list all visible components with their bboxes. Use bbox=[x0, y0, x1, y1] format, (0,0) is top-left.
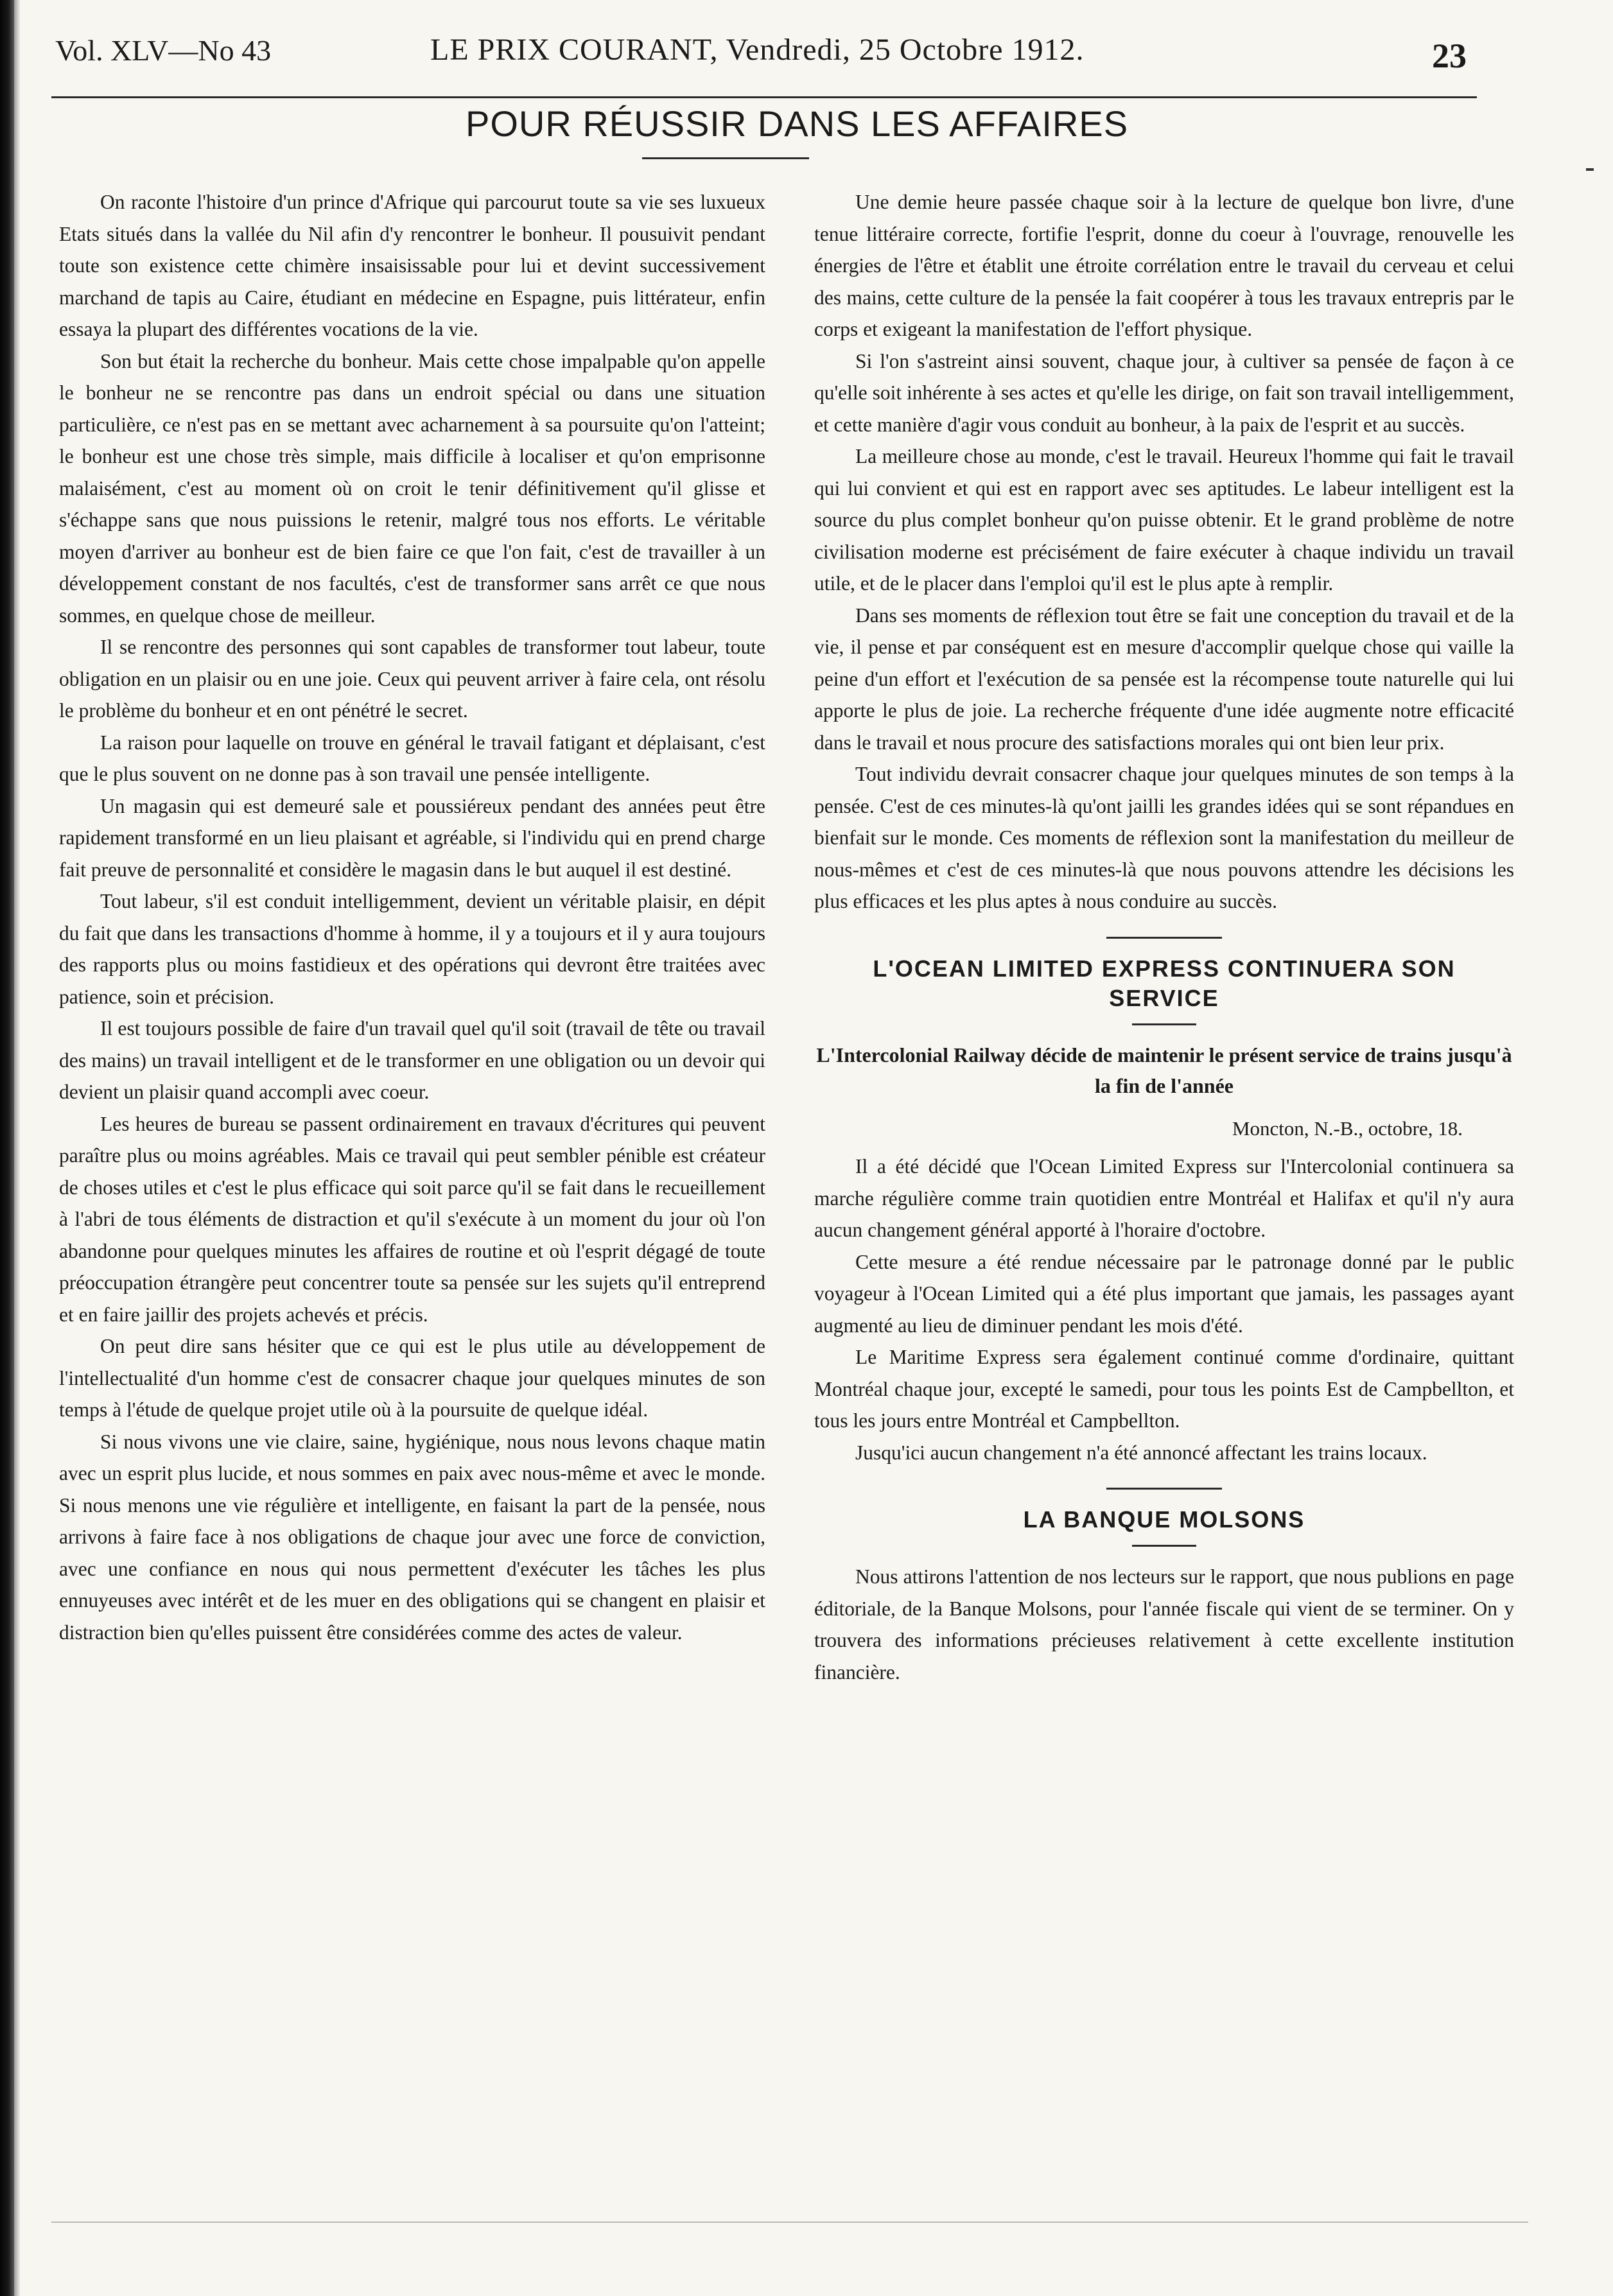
ocean-article-subtitle: L'Intercolonial Railway décide de maintenir le présent service de trains jusqu'à la fin de l'année bbox=[816, 1043, 1512, 1097]
left-column bbox=[59, 186, 765, 1648]
paragraph: Son but était la recherche du bonheur. Mais cette chose impalpable qu'on appelle le bonheur ne se rencontre pas dans un endroit spécial ou dans une situation particulière, ce n'est pas en se mettant avec acharnement à sa poursuite qu'on l'atteint; le bonheur est une chose très simple, mais difficile à localiser et qu'on emprisonne malaisément, c'est au moment où on croit le tenir définitivement qu'il glisse et s'échappe sans que nous puissions le retenir, malgré tous nos efforts. Le véritable moyen d'arriver au bonheur est de bien faire ce que l'on fait, c'est de travailler à un développement constant de nos facultés, c'est de transformer sans arrêt ce que nous sommes, en quelque chose de meilleur. bbox=[59, 349, 765, 627]
paragraph: Un magasin qui est demeuré sale et poussiéreux pendant des années peut être rapidement transformé en un lieu plaisant et agréable, si l'individu qui en prend charge fait preuve de personnalité et considère le magasin dans le but auquel il est destiné. bbox=[59, 794, 765, 881]
ocean-article-title: L'OCEAN LIMITED EXPRESS CONTINUERA SON SERVICE bbox=[873, 955, 1456, 1011]
margin-mark bbox=[1586, 168, 1594, 171]
paragraph: Tout individu devrait consacrer chaque jour quelques minutes de son temps à la pensée. C'est de ces minutes-là qu'ont jailli les grandes idées qui se sont répandues en bienfait sur le monde. Ces moments de réflexion sont la manifestation du meilleur de nous-mêmes et c'est de ces minutes-là que nous pouvons attendre les décisions les plus efficaces et les plus aptes à nous conduire au succès. bbox=[814, 763, 1514, 912]
paragraph: Il se rencontre des personnes qui sont capables de transformer tout labeur, toute obligation en un plaisir ou en une joie. Ceux qui peuvent arriver à faire cela, ont résolu le problème du bonheur et en ont pénétré le secret. bbox=[59, 636, 765, 722]
paragraph: Si l'on s'astreint ainsi souvent, chaque jour, à cultiver sa pensée de façon à ce qu'elle soit inhérente à ses actes et qu'elle les dirige, on fait son travail intelligemment, et cette manière d'agir vous conduit au bonheur, à la paix de l'esprit et au succès. bbox=[814, 349, 1514, 436]
paragraph: Dans ses moments de réflexion tout être se fait une conception du travail et de la vie, il pense et par conséquent est en mesure d'accomplir quelque chose qui vaille la peine d'un effort et l'exécution de sa pensée est la récompense toute naturelle qui lui apporte le plus de joie. La recherche fréquente d'une idée augmente notre efficacité dans le travail et nous procure des satisfactions morales qui ont bien leur prix. bbox=[814, 604, 1514, 754]
paragraph: Cette mesure a été rendue nécessaire par le patronage donné par le public voyageur à l'Ocean Limited qui a été plus important que jamais, les passages ayant augmenté au lieu de diminuer pendant les mois d'été. bbox=[814, 1250, 1514, 1337]
paragraph: Nous attirons l'attention de nos lecteurs sur le rapport, que nous publions en page éditoriale, de la Banque Molsons, pour l'année fiscale qui vient de se terminer. On y trouvera des informations précieuses relativement à cette excellente institution financière. bbox=[814, 1565, 1514, 1683]
page-binding-edge bbox=[0, 0, 14, 2296]
page-header bbox=[51, 26, 1477, 98]
page-binding-shadow bbox=[14, 0, 21, 2296]
paragraph: On raconte l'histoire d'un prince d'Afrique qui parcourut toute sa vie ses luxueux Etats situés dans la vallée du Nil afin d'y rencontrer le bonheur. Il pousuivit pendant toute son existence cette chimère insaisissable pour lui et devint successivement marchand de tapis au Caire, étudiant en médecine en Espagne, puis littérateur, enfin essaya la plupart des différentes vocations de la vie. bbox=[59, 191, 765, 340]
page-bottom-edge bbox=[51, 2222, 1528, 2223]
volume-label: Vol. XLV—No 43 bbox=[55, 34, 272, 67]
section-divider bbox=[1106, 1488, 1222, 1490]
paragraph: Une demie heure passée chaque soir à la lecture de quelque bon livre, d'une tenue littéraire correcte, fortifie l'esprit, donne du coeur à l'ouvrage, renouvelle les énergies de l'être et établit une étroite corrélation entre le travail du cerveau et celui des mains, cette culture de la pensée la fait coopérer à tous les travaux entrepris par le corps et exigeant la manifestation de l'effort physique. bbox=[814, 191, 1514, 340]
paragraph: La raison pour laquelle on trouve en général le travail fatigant et déplaisant, c'est que le plus souvent on ne donne pas à son travail une pensée intelligente. bbox=[59, 731, 765, 785]
paragraph: Les heures de bureau se passent ordinairement en travaux d'écritures qui peuvent paraître plus ou moins agréables. Mais ce travail qui peut sembler pénible est créateur de choses utiles et c'est le plus efficace qui soit parce qu'il se fait dans le recueillement à l'abri de tous éléments de distraction et qu'il s'exécute à un moment du jour où l'on abandonne pour quelques minutes les affaires de routine et où l'esprit dégagé de toute préoccupation étrangère peut concentrer toute sa pensée sur les sujets qu'il entreprend et en faire jaillir des projets achevés et précis. bbox=[59, 1112, 765, 1326]
paragraph: Il a été décidé que l'Ocean Limited Express sur l'Intercolonial continuera sa marche régulière comme train quotidien entre Montréal et Halifax et qu'il n'y aura aucun changement général apporté à l'horaire d'octobre. bbox=[814, 1155, 1514, 1241]
paragraph: Jusqu'ici aucun changement n'a été annoncé affectant les trains locaux. bbox=[855, 1441, 1427, 1464]
page-number: 23 bbox=[1432, 37, 1467, 75]
right-column bbox=[814, 186, 1514, 1688]
section-divider bbox=[1106, 937, 1222, 939]
paragraph: Tout labeur, s'il est conduit intelligemment, devient un véritable plaisir, en dépit du fait que dans les transactions d'homme à homme, il y a toujours et il y aura toujours des rapports plus ou moins fastidieux et des opérations qui devront être traitées avec patience, soin et précision. bbox=[59, 890, 765, 1008]
paragraph: On peut dire sans hésiter que ce qui est le plus utile au développement de l'intellectualité d'un homme c'est de consacrer chaque jour quelques minutes de son temps à l'étude de quelque projet utile où à la poursuite de quelque idéal. bbox=[59, 1335, 765, 1421]
paragraph: Le Maritime Express sera également continué comme d'ordinaire, quittant Montréal chaque jour, excepté le samedi, pour tous les points Est de Campbellton, et tous les jours entre Montréal et Campbellton. bbox=[814, 1346, 1514, 1432]
paragraph: Si nous vivons une vie claire, saine, hygiénique, nous nous levons chaque matin avec un esprit plus lucide, et nous sommes en paix avec nous-même et avec le monde. Si nous menons une vie régulière et intelligente, en faisant la part de la pensée, nous arrivons à faire face à nos obligations de chaque jour avec une force de conviction, avec une confiance en nous qui nous permettent d'exécuter les tâches les plus ennuyeuses avec intérêt et de les muer en des obligations qui se changent en plaisir et distraction bien qu'elles puissent être considérées comme des actes de valeur. bbox=[59, 1430, 765, 1644]
molsons-article-title: LA BANQUE MOLSONS bbox=[1023, 1506, 1305, 1533]
section-divider bbox=[1132, 1545, 1196, 1547]
publication-title: LE PRIX COURANT, Vendredi, 25 Octobre 1912. bbox=[430, 33, 1085, 67]
title-divider bbox=[642, 157, 809, 159]
section-divider bbox=[1132, 1023, 1196, 1025]
article-title: POUR RÉUSSIR DANS LES AFFAIRES bbox=[466, 103, 1129, 144]
dateline: Moncton, N.-B., octobre, 18. bbox=[1232, 1117, 1463, 1140]
paragraph: Il est toujours possible de faire d'un travail quel qu'il soit (travail de tête ou travail des mains) un travail intelligent et de le transformer en une obligation ou un devoir qui devient un plaisir quand accompli avec coeur. bbox=[59, 1017, 765, 1103]
paragraph: La meilleure chose au monde, c'est le travail. Heureux l'homme qui fait le travail qui lui convient et qui est en rapport avec ses aptitudes. Le labeur intelligent est la source du plus complet bonheur qu'on puisse obtenir. Et le grand problème de notre civilisation moderne est précisément de faire exécuter à chaque individu un travail utile, et de le placer dans l'emploi qu'il est le plus apte à remplir. bbox=[814, 445, 1514, 595]
